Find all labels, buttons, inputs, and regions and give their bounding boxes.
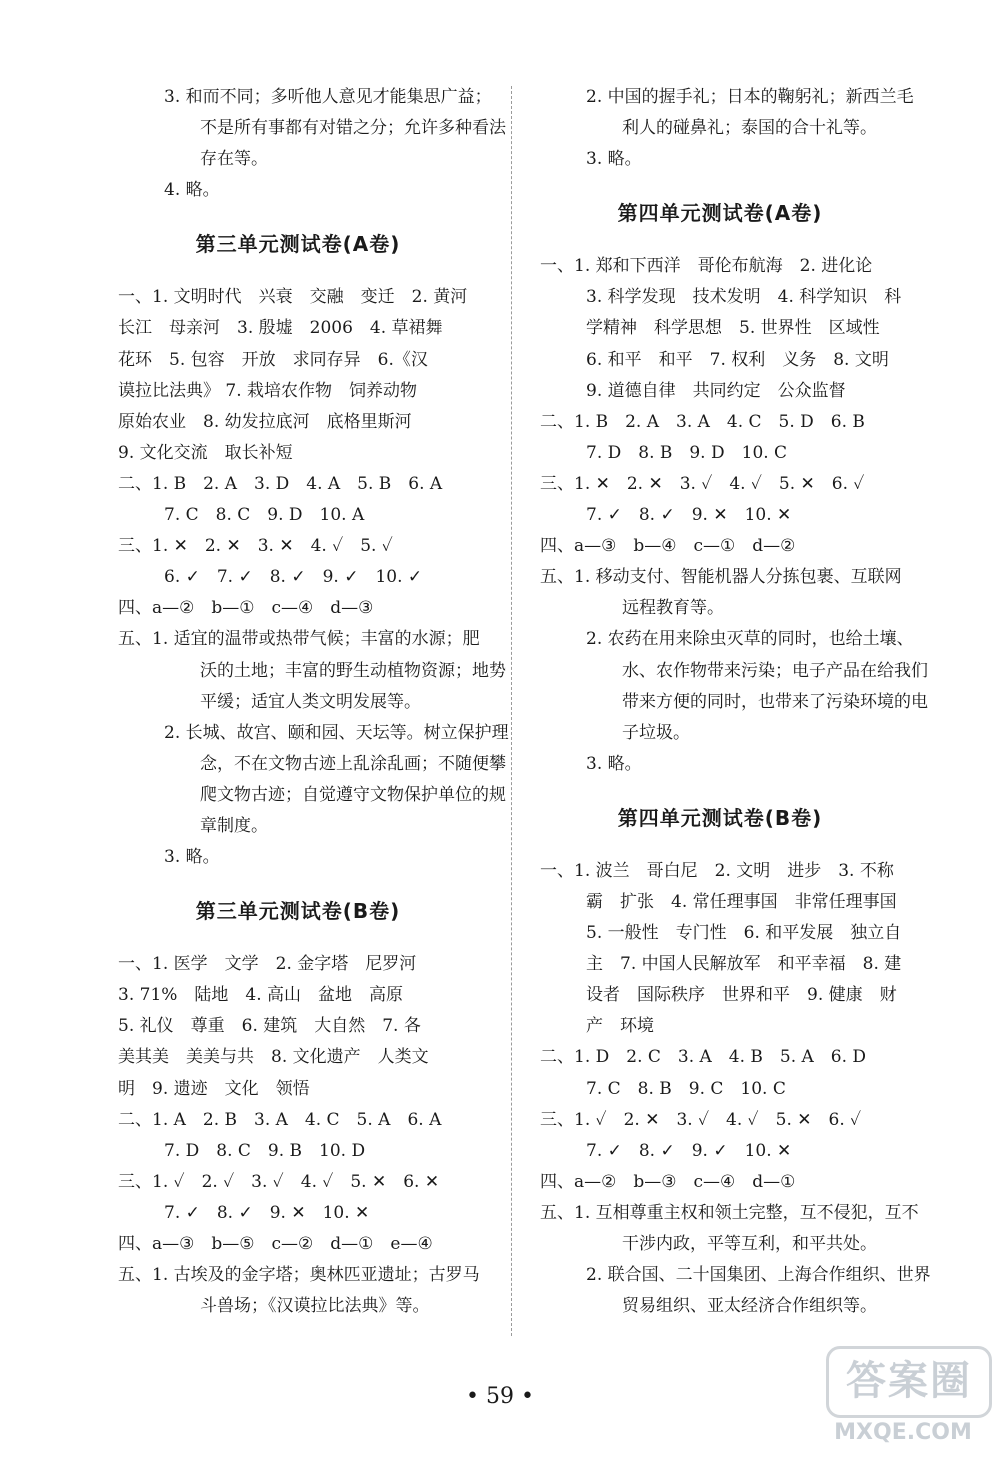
section-title: 第三单元测试卷(A卷) — [195, 232, 401, 257]
answer-line: 三、1. ✕ 2. ✕ 3. ✓ 4. ✓ 5. ✕ 6. ✓ — [540, 473, 865, 494]
answer-line: 二、1. A 2. B 3. A 4. C 5. A 6. A — [118, 1109, 442, 1130]
answer-line: 四、a—③ b—④ c—① d—② — [540, 536, 796, 557]
watermark-url: MXQE.COM — [834, 1420, 972, 1445]
answer-line: 念，不在文物古迹上乱涂乱画；不随便攀 — [200, 753, 506, 774]
answer-line: 三、1. ✕ 2. ✕ 3. ✕ 4. ✓ 5. ✓ — [118, 536, 393, 557]
page-number: • 59 • — [466, 1384, 534, 1409]
answer-line: 五、1. 互相尊重主权和领土完整，互不侵犯，互不 — [540, 1202, 919, 1223]
answer-line: 7. D 8. B 9. D 10. C — [586, 442, 788, 463]
column-divider — [511, 86, 512, 1336]
answer-line: 水、农作物带来污染；电子产品在给我们 — [622, 660, 928, 681]
answer-line: 3. 和而不同；多听他人意见才能集思广益； — [164, 87, 492, 107]
answer-line: 3. 略。 — [586, 753, 642, 774]
answer-line: 远程教育等。 — [622, 598, 724, 619]
answer-line: 7. ✓ 8. ✓ 9. ✕ 10. ✕ — [164, 1202, 370, 1223]
answer-line: 3. 略。 — [586, 149, 642, 170]
watermark — [818, 1346, 988, 1456]
answer-line: 三、1. ✓ 2. ✓ 3. ✓ 4. ✓ 5. ✕ 6. ✕ — [118, 1171, 440, 1192]
right-column — [540, 82, 931, 1322]
answer-line: 3. 71% 陆地 4. 高山 盆地 高原 — [118, 985, 404, 1006]
answer-line: 9. 文化交流 取长补短 — [118, 442, 293, 463]
answer-line: 霸 扩张 4. 常任理事国 非常任理事国 — [586, 891, 897, 912]
answer-line: 3. 科学发现 技术发明 4. 科学知识 科 — [586, 287, 902, 308]
answer-line: 四、a—③ b—⑤ c—② d—① e—④ — [118, 1234, 433, 1254]
answer-line: 产 环境 — [586, 1016, 654, 1037]
section-title: 第四单元测试卷(A卷) — [617, 201, 823, 226]
answer-line: 2. 长城、故宫、颐和园、天坛等。树立保护理 — [164, 722, 509, 743]
answer-line: 6. 和平 和平 7. 权利 义务 8. 文明 — [586, 349, 889, 370]
answer-line: 学精神 科学思想 5. 世界性 区域性 — [586, 318, 880, 339]
answer-line: 爬文物古迹；自觉遵守文物保护单位的规 — [200, 784, 506, 805]
answer-line: 斗兽场；《汉谟拉比法典》等。 — [200, 1296, 430, 1317]
watermark-logo: 答案圈 — [826, 1346, 992, 1418]
answer-line: 3. 略。 — [164, 847, 220, 868]
answer-line: 9. 道德自律 共同约定 公众监督 — [586, 380, 846, 401]
answer-line: 主 7. 中国人民解放军 和平幸福 8. 建 — [586, 954, 902, 975]
answer-line: 2. 中国的握手礼；日本的鞠躬礼；新西兰毛 — [586, 87, 914, 107]
answer-line: 二、1. B 2. A 3. A 4. C 5. D 6. B — [540, 411, 865, 432]
answer-line: 干涉内政，平等互利，和平共处。 — [622, 1234, 877, 1254]
answer-line: 不是所有事都有对错之分；允许多种看法 — [200, 118, 506, 139]
answer-line: 带来方便的同时，也带来了污染环境的电 — [622, 691, 928, 712]
section-title: 第三单元测试卷(B卷) — [195, 899, 401, 924]
answer-line: 二、1. D 2. C 3. A 4. B 5. A 6. D — [540, 1047, 867, 1068]
answer-line: 子垃圾。 — [622, 722, 690, 743]
answer-line: 存在等。 — [200, 149, 268, 170]
answer-line: 7. C 8. B 9. C 10. C — [586, 1078, 786, 1099]
answer-line: 花环 5. 包容 开放 求同存异 6.《汉 — [118, 349, 428, 370]
answer-line: 五、1. 古埃及的金字塔；奥林匹亚遗址；古罗马 — [118, 1265, 480, 1286]
answer-line: 贸易组织、亚太经济合作组织等。 — [622, 1296, 877, 1317]
left-column — [118, 82, 509, 1322]
answer-line: 6. ✓ 7. ✓ 8. ✓ 9. ✓ 10. ✓ — [164, 567, 423, 588]
answer-line: 一、1. 郑和下西洋 哥伦布航海 2. 进化论 — [540, 256, 873, 277]
answer-line: 四、a—② b—③ c—④ d—① — [540, 1171, 796, 1192]
answer-line: 7. ✓ 8. ✓ 9. ✕ 10. ✕ — [586, 505, 792, 526]
answer-line: 长江 母亲河 3. 殷墟 2006 4. 草裙舞 — [118, 318, 443, 339]
answer-line: 7. C 8. C 9. D 10. A — [164, 505, 365, 526]
answer-line: 2. 联合国、二十国集团、上海合作组织、世界 — [586, 1265, 931, 1286]
answer-line: 四、a—② b—① c—④ d—③ — [118, 598, 374, 619]
answer-line: 二、1. B 2. A 3. D 4. A 5. B 6. A — [118, 473, 443, 494]
section-title: 第四单元测试卷(B卷) — [617, 805, 823, 830]
answer-line: 三、1. ✓ 2. ✕ 3. ✓ 4. ✓ 5. ✕ 6. ✓ — [540, 1109, 862, 1130]
answer-line: 5. 礼仪 尊重 6. 建筑 大自然 7. 各 — [118, 1016, 421, 1037]
answer-line: 原始农业 8. 幼发拉底河 底格里斯河 — [118, 411, 412, 432]
answer-line: 7. D 8. C 9. B 10. D — [164, 1140, 366, 1161]
answer-line: 美其美 美美与共 8. 文化遗产 人类文 — [118, 1047, 429, 1068]
answer-line: 设者 国际秩序 世界和平 9. 健康 财 — [586, 985, 897, 1006]
answer-line: 五、1. 适宜的温带或热带气候；丰富的水源；肥 — [118, 629, 480, 650]
answer-line: 5. 一般性 专门性 6. 和平发展 独立自 — [586, 923, 902, 944]
answer-line: 一、1. 医学 文学 2. 金字塔 尼罗河 — [118, 954, 417, 975]
answer-line: 2. 农药在用来除虫灭草的同时，也给土壤、 — [586, 629, 914, 650]
answer-line: 章制度。 — [200, 815, 268, 836]
answer-line: 沃的土地；丰富的野生动植物资源；地势 — [200, 660, 506, 681]
answer-line: 谟拉比法典》 7. 栽培农作物 饲养动物 — [118, 380, 418, 401]
answer-line: 7. ✓ 8. ✓ 9. ✓ 10. ✕ — [586, 1140, 792, 1161]
answer-line: 明 9. 遗迹 文化 领悟 — [118, 1078, 310, 1099]
answer-line: 一、1. 波兰 哥白尼 2. 文明 进步 3. 不称 — [540, 860, 894, 881]
answer-line: 4. 略。 — [164, 180, 220, 201]
answer-line: 一、1. 文明时代 兴衰 交融 变迁 2. 黄河 — [118, 287, 468, 308]
answer-line: 利人的碰鼻礼；泰国的合十礼等。 — [622, 118, 877, 139]
answer-line: 五、1. 移动支付、智能机器人分拣包裹、互联网 — [540, 567, 902, 588]
answer-line: 平缓；适宜人类文明发展等。 — [200, 691, 421, 712]
